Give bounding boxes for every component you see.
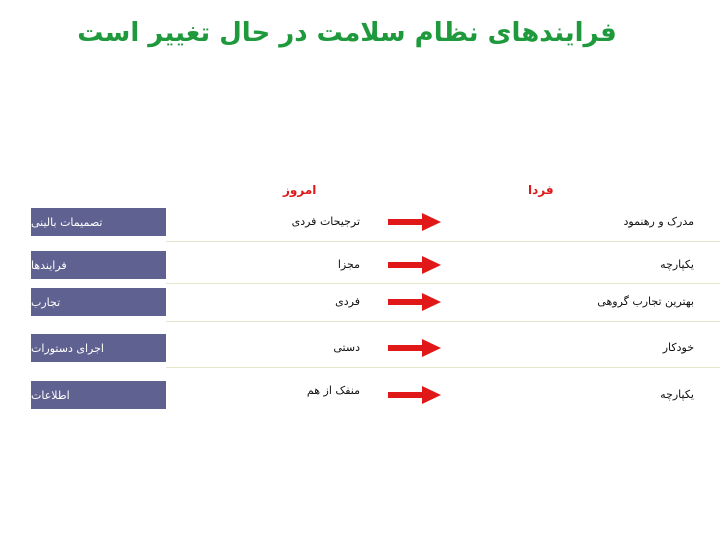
right-arrow-icon <box>388 292 442 312</box>
today-value: مجزا <box>337 258 360 271</box>
right-arrow-icon <box>388 212 442 232</box>
category-label: تجارب <box>31 288 166 316</box>
category-label: اجرای دستورات <box>31 334 166 362</box>
today-value: دستی <box>333 341 360 354</box>
today-value: فردی <box>335 295 360 308</box>
tomorrow-value: مدرک و رهنمود <box>623 215 694 228</box>
category-label: اطلاعات <box>31 381 166 409</box>
tomorrow-value: یکپارچه <box>660 258 694 271</box>
table-row <box>0 381 720 419</box>
tomorrow-value: خودکار <box>662 341 694 354</box>
right-arrow-icon <box>388 255 442 275</box>
slide-title: فرایندهای نظام سلامت در حال تغییر است <box>77 18 617 48</box>
today-value: منفک از هم <box>306 384 360 397</box>
row-divider <box>166 283 720 284</box>
today-value: ترجیحات فردی <box>291 215 360 228</box>
category-label: تصمیمات بالینی <box>31 208 166 236</box>
right-arrow-icon <box>388 338 442 358</box>
right-arrow-icon <box>388 385 442 405</box>
row-divider <box>166 367 720 368</box>
row-divider <box>166 241 720 242</box>
row-divider <box>166 321 720 322</box>
header-today: امروز <box>283 183 317 197</box>
tomorrow-value: یکپارچه <box>660 388 694 401</box>
tomorrow-value: بهترین تجارب گروهی <box>597 295 694 308</box>
header-tomorrow: فردا <box>528 183 554 197</box>
category-label: فرایندها <box>31 251 166 279</box>
